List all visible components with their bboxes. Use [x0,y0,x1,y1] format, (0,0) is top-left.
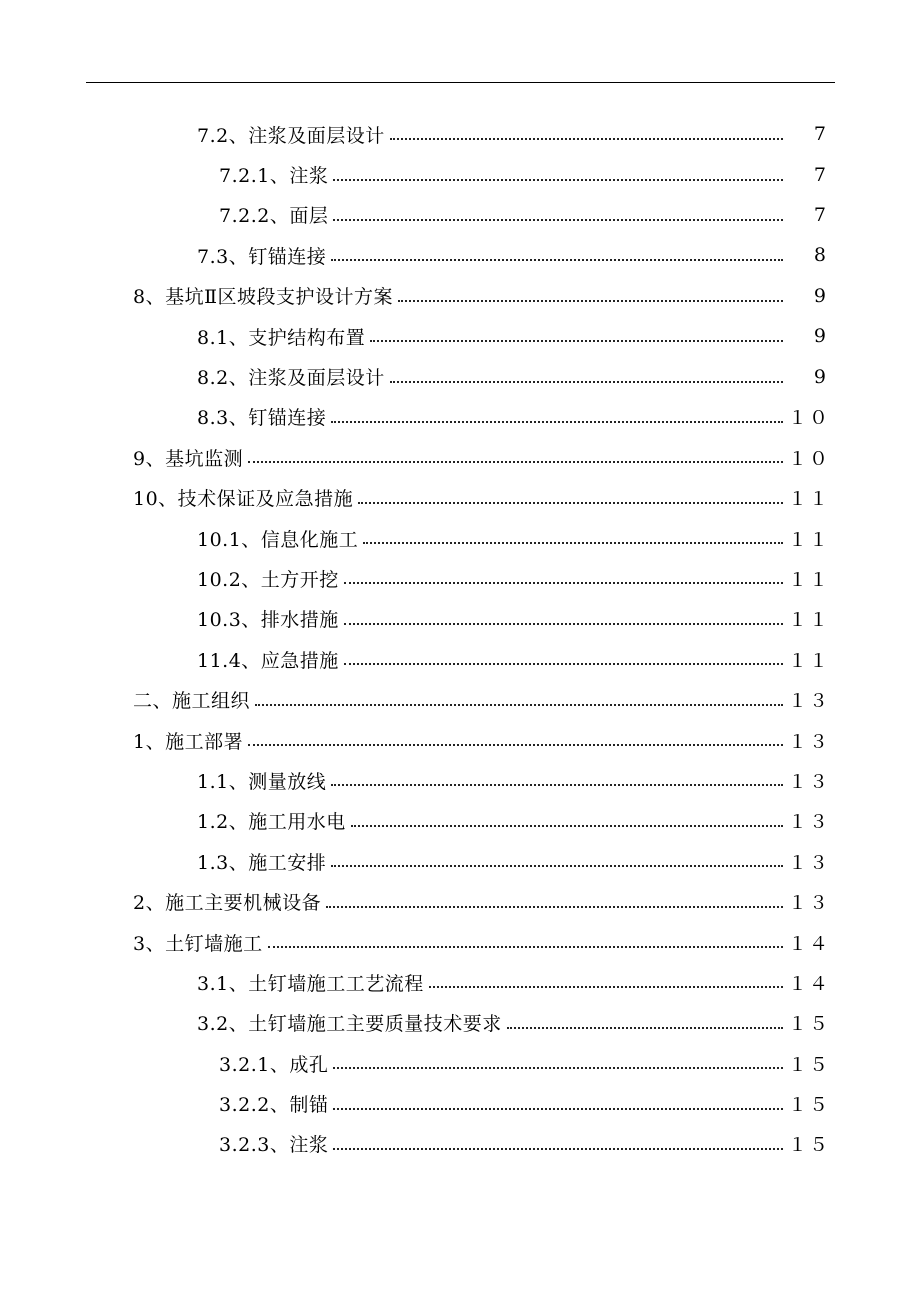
toc-entry-label: 7.3、钉锚连接 [197,245,327,268]
toc-entry-page-number: １１ [788,568,831,591]
toc-entry-label: 2、施工主要机械设备 [133,892,322,915]
toc-entry-page-number: １１ [788,609,831,632]
toc-entry[interactable] [0,760,920,800]
toc-entry[interactable] [0,397,920,437]
toc-entry[interactable] [0,841,920,881]
header-rule [86,82,835,83]
toc-entry-label: 3.1、土钉墙施工工艺流程 [197,972,424,995]
toc-dot-leader [331,865,783,867]
toc-entry-label: 7.2、注浆及面层设计 [197,124,385,147]
toc-entry[interactable] [0,195,920,235]
toc-entry-label: 10.3、排水措施 [197,609,339,632]
toc-dot-leader [331,259,783,261]
toc-entry-page-number: １０ [788,447,831,470]
toc-entry[interactable] [0,1043,920,1083]
toc-entry[interactable] [0,639,920,679]
toc-entry-page-number: 8 [813,244,828,267]
toc-entry-page-number: 9 [813,284,828,307]
toc-entry-page-number: １１ [788,649,831,672]
toc-entry-page-number: １５ [788,1013,831,1036]
toc-entry[interactable] [0,922,920,962]
toc-dot-leader [390,381,783,383]
toc-entry-page-number: １４ [788,932,831,955]
toc-dot-leader [333,179,783,181]
toc-entry[interactable] [0,478,920,518]
toc-entry[interactable] [0,114,920,154]
toc-dot-leader [344,663,783,665]
toc-entry-page-number: 7 [813,123,828,146]
toc-dot-leader [344,582,783,584]
toc-dot-leader [429,986,783,988]
toc-dot-leader [333,1108,783,1110]
toc-dot-leader [398,300,783,302]
toc-entry-page-number: １３ [788,892,831,915]
toc-entry-label: 8.3、钉锚连接 [197,407,327,430]
toc-entry[interactable] [0,1083,920,1123]
toc-entry[interactable] [0,801,920,841]
toc-dot-leader [268,946,783,948]
toc-entry[interactable] [0,276,920,316]
toc-entry-page-number: 9 [813,325,828,348]
toc-entry-label: 7.2.2、面层 [219,205,329,228]
toc-dot-leader [248,461,783,463]
toc-entry-label: 1、施工部署 [133,730,244,753]
toc-dot-leader [390,138,783,140]
toc-entry[interactable] [0,316,920,356]
toc-dot-leader [255,704,783,706]
toc-entry-page-number: １３ [788,811,831,834]
toc-entry-label: 7.2.1、注浆 [219,165,329,188]
toc-dot-leader [331,784,783,786]
toc-entry-label: 3.2.2、制锚 [219,1094,329,1117]
toc-dot-leader [333,1148,783,1150]
toc-entry[interactable] [0,356,920,396]
toc-entry-page-number: １５ [788,1094,831,1117]
toc-dot-leader [248,744,783,746]
toc-dot-leader [351,825,783,827]
toc-entry-page-number: １５ [788,1134,831,1157]
toc-entry-page-number: １３ [788,730,831,753]
toc-entry-label: 10、技术保证及应急措施 [133,488,354,511]
toc-dot-leader [326,906,783,908]
toc-entry-page-number: １３ [788,770,831,793]
toc-dot-leader [344,623,783,625]
toc-entry[interactable] [0,235,920,275]
toc-entry-page-number: １１ [788,488,831,511]
toc-entry-label: 1.2、施工用水电 [197,811,346,834]
toc-entry[interactable] [0,599,920,639]
toc-entry-page-number: １４ [788,972,831,995]
toc-dot-leader [333,1067,783,1069]
table-of-contents [0,114,920,1164]
toc-entry[interactable] [0,1003,920,1043]
toc-entry-label: 8.2、注浆及面层设计 [197,367,385,390]
toc-entry-label: 11.4、应急措施 [197,649,339,672]
toc-entry-label: 3、土钉墙施工 [133,932,263,955]
toc-dot-leader [331,421,783,423]
toc-dot-leader [370,340,783,342]
toc-entry-page-number: １５ [788,1053,831,1076]
toc-entry[interactable] [0,437,920,477]
toc-entry-label: 8.1、支护结构布置 [197,326,366,349]
toc-dot-leader [507,1027,783,1029]
toc-entry-label: 8、基坑Ⅱ区坡段支护设计方案 [133,286,394,309]
toc-entry-label: 1.1、测量放线 [197,770,327,793]
toc-entry-label: 二、施工组织 [133,690,251,713]
toc-entry[interactable] [0,962,920,1002]
toc-entry[interactable] [0,720,920,760]
toc-entry-label: 3.2、土钉墙施工主要质量技术要求 [197,1013,502,1036]
toc-entry-page-number: １３ [788,690,831,713]
toc-entry-label: 1.3、施工安排 [197,851,327,874]
toc-entry-page-number: １０ [788,407,831,430]
toc-entry-label: 3.2.3、注浆 [219,1134,329,1157]
toc-entry-page-number: 9 [813,365,828,388]
toc-entry-label: 9、基坑监测 [133,447,244,470]
toc-entry[interactable] [0,558,920,598]
toc-dot-leader [333,219,783,221]
toc-entry-page-number: １３ [788,851,831,874]
toc-entry-label: 10.2、土方开挖 [197,568,339,591]
toc-entry-page-number: １１ [788,528,831,551]
toc-entry-page-number: 7 [813,163,828,186]
toc-dot-leader [363,542,783,544]
toc-entry[interactable] [0,154,920,194]
toc-entry[interactable] [0,1124,920,1164]
toc-entry-page-number: 7 [813,203,828,226]
toc-entry-label: 10.1、信息化施工 [197,528,359,551]
toc-entry-label: 3.2.1、成孔 [219,1053,329,1076]
toc-entry[interactable] [0,518,920,558]
toc-entry[interactable] [0,881,920,921]
toc-dot-leader [358,502,783,504]
toc-entry[interactable] [0,679,920,719]
